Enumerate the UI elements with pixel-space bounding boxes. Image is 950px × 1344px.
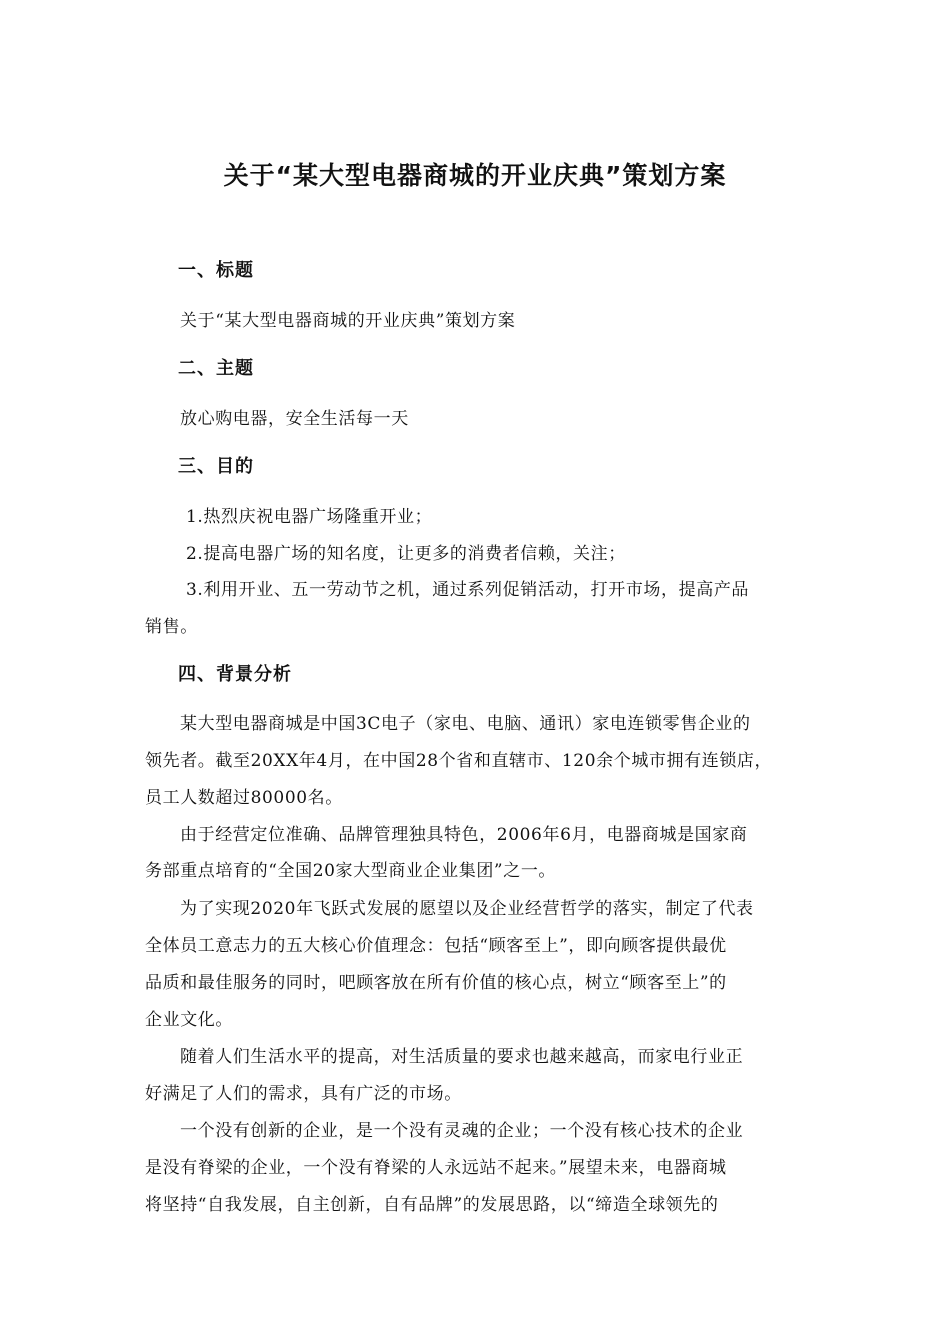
paragraph-line: 放心购电器，安全生活每一天 xyxy=(180,409,409,429)
document-title: 关于“某大型电器商城的开业庆典”策划方案 xyxy=(223,161,727,190)
paragraph-line: 将坚持“自我发展，自主创新，自有品牌”的发展思路，以“缔造全球领先的 xyxy=(145,1195,719,1215)
paragraph-line: 是没有脊梁的企业，一个没有脊梁的人永远站不起来。”展望未来，电器商城 xyxy=(145,1158,727,1178)
list-item: 3.利用开业、五一劳动节之机，通过系列促销活动，打开市场，提高产品 xyxy=(186,580,750,600)
paragraph-line: 企业文化。 xyxy=(145,1010,233,1030)
section-heading-background: 四、背景分析 xyxy=(178,664,292,685)
paragraph-line: 领先者。截至20XX年4月，在中国28个省和直辖市、120余个城市拥有连锁店， xyxy=(145,751,773,771)
section-heading-theme: 二、主题 xyxy=(178,358,254,379)
paragraph-line: 由于经营定位准确、品牌管理独具特色，2006年6月，电器商城是国家商 xyxy=(180,825,748,845)
list-item: 2.提高电器广场的知名度，让更多的消费者信赖，关注； xyxy=(186,544,626,564)
paragraph-line: 为了实现2020年飞跃式发展的愿望以及企业经营哲学的落实，制定了代表 xyxy=(180,899,754,919)
list-item-continuation: 销售。 xyxy=(145,617,198,637)
paragraph-line: 全体员工意志力的五大核心价值理念：包括“顾客至上”，即向顾客提供最优 xyxy=(145,936,727,956)
section-heading-purpose: 三、目的 xyxy=(178,456,254,477)
paragraph-line: 员工人数超过80000名。 xyxy=(145,788,343,808)
paragraph-line: 随着人们生活水平的提高，对生活质量的要求也越来越高，而家电行业正 xyxy=(180,1047,744,1067)
paragraph-line: 务部重点培育的“全国20家大型商业企业集团”之一。 xyxy=(145,861,557,881)
paragraph-line: 好满足了人们的需求，具有广泛的市场。 xyxy=(145,1084,462,1104)
paragraph-line: 某大型电器商城是中国3C电子（家电、电脑、通讯）家电连锁零售企业的 xyxy=(180,714,751,734)
paragraph-line: 一个没有创新的企业，是一个没有灵魂的企业；一个没有核心技术的企业 xyxy=(180,1121,744,1141)
list-item: 1.热烈庆祝电器广场隆重开业； xyxy=(186,507,433,527)
section-heading-title: 一、标题 xyxy=(178,260,254,281)
paragraph-line: 关于“某大型电器商城的开业庆典”策划方案 xyxy=(180,311,516,331)
paragraph-line: 品质和最佳服务的同时，吧顾客放在所有价值的核心点，树立“顾客至上”的 xyxy=(145,973,727,993)
